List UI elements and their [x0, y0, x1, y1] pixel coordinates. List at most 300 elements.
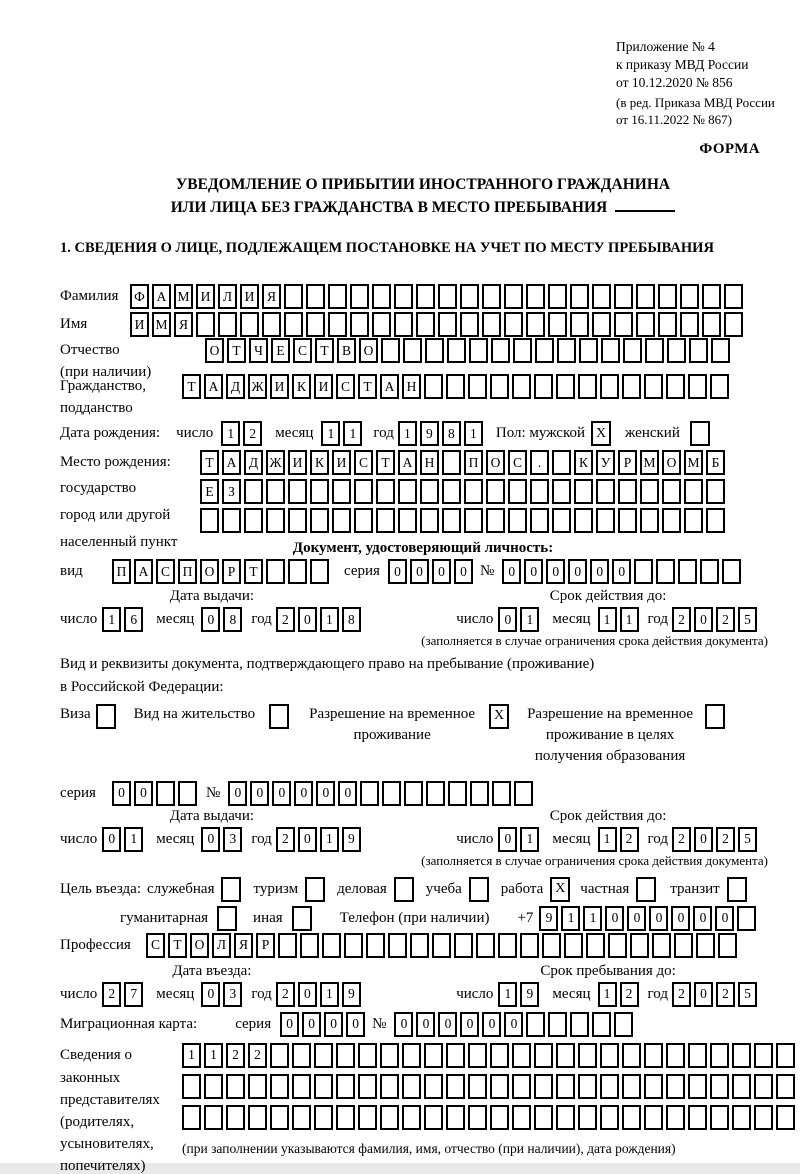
char-cell[interactable]	[310, 559, 329, 584]
char-cell[interactable]	[398, 479, 417, 504]
char-cell[interactable]	[556, 1043, 575, 1068]
char-cell[interactable]: 2	[716, 827, 735, 852]
char-cell[interactable]	[344, 933, 363, 958]
char-cell[interactable]	[600, 1074, 619, 1099]
char-cell[interactable]: Р	[256, 933, 275, 958]
char-cell[interactable]	[724, 284, 743, 309]
char-cell[interactable]	[644, 1074, 663, 1099]
char-cell[interactable]: 0	[605, 906, 624, 931]
char-cell[interactable]	[622, 1074, 641, 1099]
char-cell[interactable]: 0	[346, 1012, 365, 1037]
char-cell[interactable]	[608, 933, 627, 958]
char-cell[interactable]	[754, 1074, 773, 1099]
char-cell[interactable]	[542, 933, 561, 958]
char-cell[interactable]: П	[464, 450, 483, 475]
char-cell[interactable]	[711, 338, 730, 363]
char-cell[interactable]	[270, 1074, 289, 1099]
temp-residence-edu-checkbox[interactable]	[705, 704, 725, 729]
char-cell[interactable]	[278, 933, 297, 958]
char-cell[interactable]	[328, 312, 347, 337]
char-cell[interactable]	[630, 933, 649, 958]
char-cell[interactable]	[372, 312, 391, 337]
char-cell[interactable]: 1	[520, 607, 539, 632]
char-cell[interactable]	[314, 1074, 333, 1099]
char-cell[interactable]: 1	[124, 827, 143, 852]
char-cell[interactable]	[332, 508, 351, 533]
char-cell[interactable]	[372, 284, 391, 309]
char-cell[interactable]: Я	[234, 933, 253, 958]
char-cell[interactable]	[360, 781, 379, 806]
char-cell[interactable]	[394, 284, 413, 309]
char-cell[interactable]: 1	[498, 982, 517, 1007]
char-cell[interactable]	[354, 508, 373, 533]
char-cell[interactable]: 0	[590, 559, 609, 584]
char-cell[interactable]	[579, 338, 598, 363]
char-cell[interactable]: 0	[302, 1012, 321, 1037]
char-cell[interactable]	[640, 479, 659, 504]
char-cell[interactable]: Т	[182, 374, 201, 399]
sex-female-checkbox[interactable]	[690, 421, 710, 446]
char-cell[interactable]: 1	[583, 906, 602, 931]
char-cell[interactable]	[534, 1074, 553, 1099]
char-cell[interactable]	[574, 508, 593, 533]
char-cell[interactable]	[526, 1012, 545, 1037]
char-cell[interactable]	[512, 374, 531, 399]
char-cell[interactable]	[486, 508, 505, 533]
char-cell[interactable]	[666, 1074, 685, 1099]
char-cell[interactable]	[446, 1074, 465, 1099]
char-cell[interactable]	[476, 933, 495, 958]
char-cell[interactable]: С	[146, 933, 165, 958]
char-cell[interactable]	[226, 1074, 245, 1099]
char-cell[interactable]	[460, 312, 479, 337]
char-cell[interactable]: 0	[504, 1012, 523, 1037]
char-cell[interactable]	[754, 1043, 773, 1068]
char-cell[interactable]	[674, 933, 693, 958]
char-cell[interactable]	[592, 284, 611, 309]
char-cell[interactable]	[498, 933, 517, 958]
char-cell[interactable]	[336, 1105, 355, 1130]
char-cell[interactable]	[420, 508, 439, 533]
char-cell[interactable]: 0	[324, 1012, 343, 1037]
char-cell[interactable]: А	[152, 284, 171, 309]
char-cell[interactable]: 9	[342, 827, 361, 852]
char-cell[interactable]: 0	[388, 559, 407, 584]
char-cell[interactable]	[684, 508, 703, 533]
char-cell[interactable]: 1	[398, 421, 417, 446]
char-cell[interactable]: 1	[321, 421, 340, 446]
char-cell[interactable]	[284, 312, 303, 337]
char-cell[interactable]	[222, 508, 241, 533]
char-cell[interactable]: 0	[201, 607, 220, 632]
visa-checkbox[interactable]	[96, 704, 116, 729]
char-cell[interactable]: 0	[482, 1012, 501, 1037]
char-cell[interactable]	[556, 374, 575, 399]
char-cell[interactable]: 8	[223, 607, 242, 632]
char-cell[interactable]	[574, 479, 593, 504]
char-cell[interactable]: 0	[502, 559, 521, 584]
char-cell[interactable]	[618, 508, 637, 533]
char-cell[interactable]: 2	[716, 982, 735, 1007]
char-cell[interactable]: М	[152, 312, 171, 337]
char-cell[interactable]	[470, 781, 489, 806]
char-cell[interactable]	[688, 1074, 707, 1099]
char-cell[interactable]	[600, 1105, 619, 1130]
char-cell[interactable]: 0	[228, 781, 247, 806]
char-cell[interactable]: Д	[244, 450, 263, 475]
char-cell[interactable]	[336, 1074, 355, 1099]
char-cell[interactable]: 2	[620, 982, 639, 1007]
char-cell[interactable]	[718, 933, 737, 958]
char-cell[interactable]: 0	[201, 827, 220, 852]
char-cell[interactable]: 1	[520, 827, 539, 852]
char-cell[interactable]: С	[293, 338, 312, 363]
char-cell[interactable]	[666, 374, 685, 399]
char-cell[interactable]	[380, 1105, 399, 1130]
char-cell[interactable]	[402, 1105, 421, 1130]
char-cell[interactable]	[508, 479, 527, 504]
char-cell[interactable]	[754, 1105, 773, 1130]
char-cell[interactable]: Н	[420, 450, 439, 475]
char-cell[interactable]: Ф	[130, 284, 149, 309]
char-cell[interactable]	[306, 312, 325, 337]
char-cell[interactable]: 8	[342, 607, 361, 632]
char-cell[interactable]	[513, 338, 532, 363]
char-cell[interactable]: 1	[182, 1043, 201, 1068]
char-cell[interactable]: Н	[402, 374, 421, 399]
char-cell[interactable]	[622, 1043, 641, 1068]
char-cell[interactable]: О	[359, 338, 378, 363]
char-cell[interactable]: .	[530, 450, 549, 475]
char-cell[interactable]	[358, 1043, 377, 1068]
char-cell[interactable]: 1	[598, 827, 617, 852]
char-cell[interactable]	[666, 1043, 685, 1068]
char-cell[interactable]	[402, 1074, 421, 1099]
char-cell[interactable]: Ж	[266, 450, 285, 475]
char-cell[interactable]	[425, 338, 444, 363]
char-cell[interactable]	[424, 1043, 443, 1068]
char-cell[interactable]: 0	[524, 559, 543, 584]
char-cell[interactable]	[622, 1105, 641, 1130]
char-cell[interactable]: М	[684, 450, 703, 475]
char-cell[interactable]	[350, 284, 369, 309]
char-cell[interactable]	[266, 508, 285, 533]
char-cell[interactable]	[306, 284, 325, 309]
char-cell[interactable]: А	[134, 559, 153, 584]
char-cell[interactable]	[530, 479, 549, 504]
char-cell[interactable]: Я	[262, 284, 281, 309]
char-cell[interactable]: 1	[561, 906, 580, 931]
char-cell[interactable]	[447, 338, 466, 363]
char-cell[interactable]	[350, 312, 369, 337]
char-cell[interactable]	[552, 479, 571, 504]
char-cell[interactable]: О	[662, 450, 681, 475]
char-cell[interactable]	[678, 559, 697, 584]
char-cell[interactable]: 0	[250, 781, 269, 806]
char-cell[interactable]: 2	[672, 982, 691, 1007]
char-cell[interactable]	[534, 1105, 553, 1130]
char-cell[interactable]	[382, 781, 401, 806]
char-cell[interactable]	[438, 284, 457, 309]
char-cell[interactable]	[644, 374, 663, 399]
char-cell[interactable]: О	[200, 559, 219, 584]
char-cell[interactable]: П	[178, 559, 197, 584]
char-cell[interactable]	[706, 508, 725, 533]
char-cell[interactable]: 5	[738, 607, 757, 632]
char-cell[interactable]: И	[196, 284, 215, 309]
char-cell[interactable]	[314, 1105, 333, 1130]
char-cell[interactable]	[534, 1043, 553, 1068]
char-cell[interactable]	[292, 1105, 311, 1130]
char-cell[interactable]	[358, 1074, 377, 1099]
char-cell[interactable]	[248, 1074, 267, 1099]
char-cell[interactable]	[244, 479, 263, 504]
char-cell[interactable]	[218, 312, 237, 337]
char-cell[interactable]	[776, 1043, 795, 1068]
char-cell[interactable]	[700, 559, 719, 584]
char-cell[interactable]: 5	[738, 982, 757, 1007]
char-cell[interactable]	[662, 479, 681, 504]
char-cell[interactable]: Л	[218, 284, 237, 309]
char-cell[interactable]	[328, 284, 347, 309]
char-cell[interactable]	[601, 338, 620, 363]
char-cell[interactable]: О	[190, 933, 209, 958]
char-cell[interactable]: 0	[460, 1012, 479, 1037]
char-cell[interactable]: 0	[394, 1012, 413, 1037]
char-cell[interactable]: Т	[244, 559, 263, 584]
char-cell[interactable]	[504, 312, 523, 337]
char-cell[interactable]	[486, 479, 505, 504]
char-cell[interactable]	[398, 508, 417, 533]
char-cell[interactable]: 2	[716, 607, 735, 632]
char-cell[interactable]	[178, 781, 197, 806]
char-cell[interactable]	[354, 479, 373, 504]
char-cell[interactable]	[636, 312, 655, 337]
char-cell[interactable]: 0	[694, 607, 713, 632]
char-cell[interactable]	[248, 1105, 267, 1130]
char-cell[interactable]: И	[332, 450, 351, 475]
char-cell[interactable]: В	[337, 338, 356, 363]
char-cell[interactable]: Ч	[249, 338, 268, 363]
char-cell[interactable]	[586, 933, 605, 958]
char-cell[interactable]	[490, 374, 509, 399]
char-cell[interactable]	[634, 559, 653, 584]
char-cell[interactable]	[680, 284, 699, 309]
char-cell[interactable]	[380, 1074, 399, 1099]
char-cell[interactable]	[578, 1043, 597, 1068]
char-cell[interactable]: Е	[271, 338, 290, 363]
char-cell[interactable]	[578, 1105, 597, 1130]
char-cell[interactable]	[710, 1043, 729, 1068]
char-cell[interactable]	[270, 1043, 289, 1068]
char-cell[interactable]	[548, 284, 567, 309]
char-cell[interactable]: 9	[520, 982, 539, 1007]
char-cell[interactable]: 2	[672, 607, 691, 632]
char-cell[interactable]	[403, 338, 422, 363]
char-cell[interactable]	[416, 284, 435, 309]
char-cell[interactable]: 5	[738, 827, 757, 852]
char-cell[interactable]: О	[486, 450, 505, 475]
char-cell[interactable]	[270, 1105, 289, 1130]
char-cell[interactable]: С	[508, 450, 527, 475]
char-cell[interactable]	[464, 479, 483, 504]
char-cell[interactable]	[448, 781, 467, 806]
char-cell[interactable]	[680, 312, 699, 337]
char-cell[interactable]	[300, 933, 319, 958]
char-cell[interactable]	[530, 508, 549, 533]
char-cell[interactable]	[424, 1105, 443, 1130]
char-cell[interactable]: 1	[320, 982, 339, 1007]
char-cell[interactable]	[288, 479, 307, 504]
char-cell[interactable]	[262, 312, 281, 337]
char-cell[interactable]: 9	[420, 421, 439, 446]
char-cell[interactable]	[454, 933, 473, 958]
char-cell[interactable]	[645, 338, 664, 363]
char-cell[interactable]: 2	[276, 607, 295, 632]
char-cell[interactable]: 0	[498, 607, 517, 632]
char-cell[interactable]	[432, 933, 451, 958]
char-cell[interactable]: 0	[298, 982, 317, 1007]
char-cell[interactable]	[737, 906, 756, 931]
sex-male-checkbox[interactable]: X	[591, 421, 611, 446]
char-cell[interactable]	[592, 1012, 611, 1037]
char-cell[interactable]: Р	[222, 559, 241, 584]
char-cell[interactable]	[266, 479, 285, 504]
char-cell[interactable]: 1	[343, 421, 362, 446]
char-cell[interactable]	[534, 374, 553, 399]
purpose-private-checkbox[interactable]	[636, 877, 656, 902]
char-cell[interactable]: С	[156, 559, 175, 584]
char-cell[interactable]	[310, 479, 329, 504]
char-cell[interactable]	[200, 508, 219, 533]
char-cell[interactable]	[666, 1105, 685, 1130]
char-cell[interactable]: А	[204, 374, 223, 399]
char-cell[interactable]	[596, 479, 615, 504]
char-cell[interactable]	[416, 312, 435, 337]
char-cell[interactable]	[636, 284, 655, 309]
purpose-other-checkbox[interactable]	[292, 906, 312, 931]
char-cell[interactable]	[684, 479, 703, 504]
char-cell[interactable]: М	[640, 450, 659, 475]
char-cell[interactable]: 0	[694, 827, 713, 852]
char-cell[interactable]	[644, 1105, 663, 1130]
char-cell[interactable]	[490, 1105, 509, 1130]
char-cell[interactable]: Л	[212, 933, 231, 958]
char-cell[interactable]	[614, 1012, 633, 1037]
char-cell[interactable]: Б	[706, 450, 725, 475]
char-cell[interactable]: 0	[612, 559, 631, 584]
char-cell[interactable]: 1	[598, 982, 617, 1007]
char-cell[interactable]: А	[398, 450, 417, 475]
char-cell[interactable]: 2	[276, 827, 295, 852]
char-cell[interactable]: К	[310, 450, 329, 475]
purpose-work-checkbox[interactable]: X	[550, 877, 570, 902]
char-cell[interactable]: О	[205, 338, 224, 363]
purpose-tourism-checkbox[interactable]	[305, 877, 325, 902]
char-cell[interactable]	[468, 1043, 487, 1068]
char-cell[interactable]	[732, 1105, 751, 1130]
char-cell[interactable]: 2	[672, 827, 691, 852]
char-cell[interactable]: 0	[546, 559, 565, 584]
char-cell[interactable]	[512, 1043, 531, 1068]
char-cell[interactable]	[504, 284, 523, 309]
char-cell[interactable]	[596, 508, 615, 533]
char-cell[interactable]	[732, 1074, 751, 1099]
char-cell[interactable]	[226, 1105, 245, 1130]
char-cell[interactable]	[266, 559, 285, 584]
char-cell[interactable]	[469, 338, 488, 363]
char-cell[interactable]	[514, 781, 533, 806]
char-cell[interactable]: 0	[294, 781, 313, 806]
char-cell[interactable]	[600, 1043, 619, 1068]
char-cell[interactable]: К	[574, 450, 593, 475]
char-cell[interactable]	[656, 559, 675, 584]
char-cell[interactable]	[376, 479, 395, 504]
char-cell[interactable]	[492, 781, 511, 806]
char-cell[interactable]: 1	[598, 607, 617, 632]
char-cell[interactable]	[426, 781, 445, 806]
char-cell[interactable]	[776, 1105, 795, 1130]
char-cell[interactable]: З	[222, 479, 241, 504]
char-cell[interactable]	[442, 508, 461, 533]
char-cell[interactable]	[388, 933, 407, 958]
char-cell[interactable]	[182, 1105, 201, 1130]
char-cell[interactable]	[667, 338, 686, 363]
char-cell[interactable]	[322, 933, 341, 958]
char-cell[interactable]: 0	[134, 781, 153, 806]
char-cell[interactable]: Ж	[248, 374, 267, 399]
char-cell[interactable]	[658, 284, 677, 309]
char-cell[interactable]: Т	[200, 450, 219, 475]
char-cell[interactable]	[552, 508, 571, 533]
char-cell[interactable]	[468, 1074, 487, 1099]
char-cell[interactable]: И	[288, 450, 307, 475]
char-cell[interactable]: 2	[276, 982, 295, 1007]
char-cell[interactable]: 2	[226, 1043, 245, 1068]
char-cell[interactable]: 8	[442, 421, 461, 446]
residence-permit-checkbox[interactable]	[269, 704, 289, 729]
char-cell[interactable]: 3	[223, 982, 242, 1007]
char-cell[interactable]: Т	[315, 338, 334, 363]
char-cell[interactable]: 2	[620, 827, 639, 852]
char-cell[interactable]: 1	[221, 421, 240, 446]
char-cell[interactable]: 0	[649, 906, 668, 931]
char-cell[interactable]	[508, 508, 527, 533]
char-cell[interactable]: 0	[671, 906, 690, 931]
char-cell[interactable]: 1	[320, 827, 339, 852]
char-cell[interactable]: И	[270, 374, 289, 399]
char-cell[interactable]	[468, 1105, 487, 1130]
char-cell[interactable]: С	[354, 450, 373, 475]
char-cell[interactable]	[526, 312, 545, 337]
char-cell[interactable]	[658, 312, 677, 337]
purpose-humanitarian-checkbox[interactable]	[217, 906, 237, 931]
char-cell[interactable]: 2	[248, 1043, 267, 1068]
char-cell[interactable]: 0	[410, 559, 429, 584]
char-cell[interactable]	[358, 1105, 377, 1130]
temp-residence-checkbox[interactable]: X	[489, 704, 509, 729]
char-cell[interactable]	[442, 479, 461, 504]
char-cell[interactable]	[570, 312, 589, 337]
char-cell[interactable]	[182, 1074, 201, 1099]
char-cell[interactable]: 0	[112, 781, 131, 806]
char-cell[interactable]	[689, 338, 708, 363]
char-cell[interactable]	[548, 312, 567, 337]
char-cell[interactable]	[512, 1105, 531, 1130]
purpose-study-checkbox[interactable]	[469, 877, 489, 902]
char-cell[interactable]	[776, 1074, 795, 1099]
char-cell[interactable]	[310, 508, 329, 533]
